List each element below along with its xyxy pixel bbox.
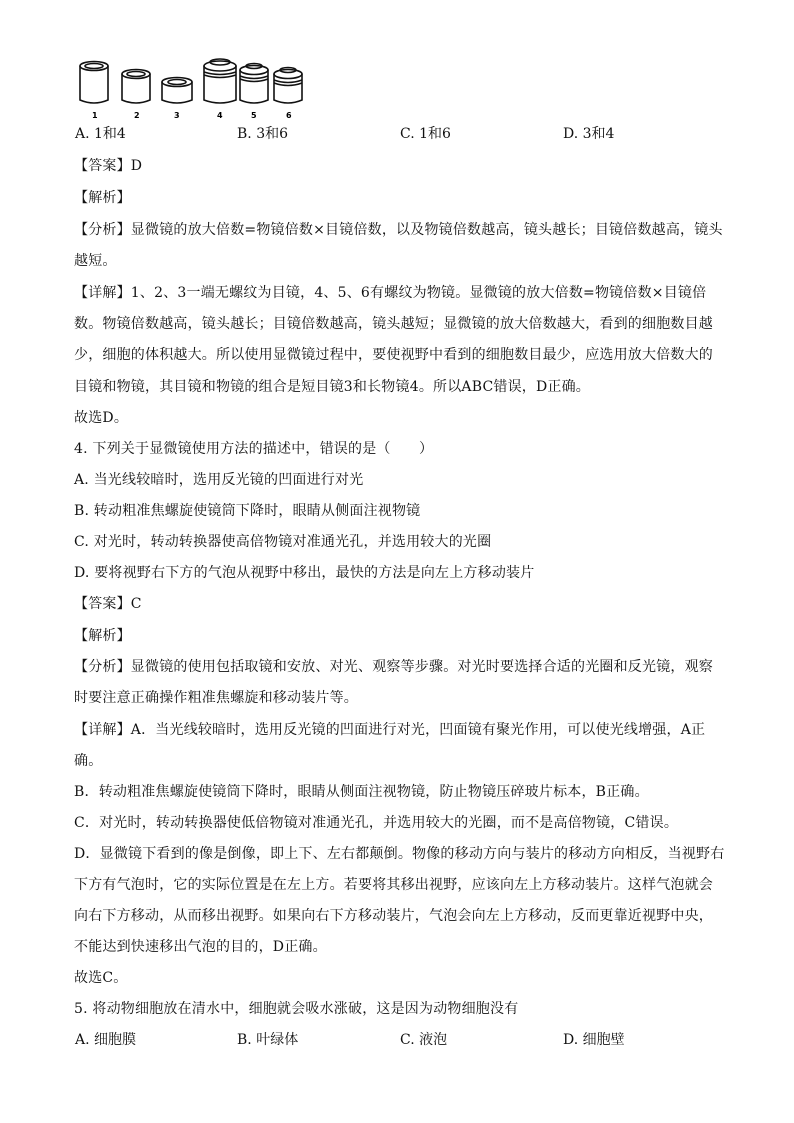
q3-option-b: B. 3和6: [237, 126, 289, 142]
q3-detail-line-1: 【详解】1、2、3一端无螺纹为目镜，4、5、6有螺纹为物镜。显微镜的放大倍数=物镜倍数×目镜倍: [74, 285, 707, 301]
lens-label-6: 6: [286, 111, 292, 120]
q3-detail-line-2: 数。物镜倍数越高，镜头越长；目镜倍数越高，镜头越短；显微镜的放大倍数越大，看到的细胞数目越: [74, 316, 713, 332]
q4-stem: 4. 下列关于显微镜使用方法的描述中，错误的是（ ）: [74, 441, 434, 457]
lens-label-5: 5: [251, 111, 257, 120]
q5-stem: 5. 将动物细胞放在清水中，细胞就会吸水涨破，这是因为动物细胞没有: [74, 1001, 519, 1017]
q4-detail-line-6: 下方有气泡时，它的实际位置是在左上方。若要将其移出视野，应该向左上方移动装片。这样气泡就会: [74, 877, 713, 893]
q5-option-a: A. 细胞膜: [75, 1032, 137, 1048]
q3-option-a: A. 1和4: [75, 126, 126, 142]
lens-diagram: [74, 56, 314, 122]
lens-figure: [74, 56, 314, 122]
q3-detail-line-3: 少，细胞的体积越大。所以使用显微镜过程中，要使视野中看到的细胞数目最少，应选用放大倍数大的: [74, 347, 713, 363]
q3-answer: 【答案】D: [74, 158, 143, 174]
q3-jiexi-heading: 【解析】: [74, 190, 131, 206]
lens-label-2: 2: [134, 111, 140, 120]
q3-analysis-line-1: 【分析】显微镜的放大倍数=物镜倍数×目镜倍数，以及物镜倍数越高，镜头越长；目镜倍数越高，镜头: [74, 222, 723, 238]
q4-detail-line-4: C．对光时，转动转换器使低倍物镜对准通光孔，并选用较大的光圈，而不是高倍物镜，C错误。: [74, 815, 679, 831]
q4-answer: 【答案】C: [74, 596, 142, 612]
q4-option-b: B. 转动粗准焦螺旋使镜筒下降时，眼睛从侧面注视物镜: [74, 503, 421, 519]
q4-option-d: D. 要将视野右下方的气泡从视野中移出，最快的方法是向左上方移动装片: [74, 565, 535, 581]
q4-detail-line-5: D．显微镜下看到的像是倒像，即上下、左右都颠倒。物像的移动方向与装片的移动方向相反，当视野右: [74, 846, 725, 862]
lens-4-drawing: [204, 59, 236, 103]
q3-option-d: D. 3和4: [563, 126, 615, 142]
lens-5-drawing: [240, 64, 268, 104]
q4-analysis-line-2: 时要注意正确操作粗准焦螺旋和移动装片等。: [74, 690, 358, 706]
q5-option-c: C. 液泡: [400, 1032, 448, 1048]
q3-analysis-line-2: 越短。: [74, 253, 117, 269]
q3-option-c: C. 1和6: [400, 126, 451, 142]
lens-6-drawing: [274, 68, 302, 104]
q4-conclusion: 故选C。: [74, 970, 128, 986]
q4-detail-line-2: 确。: [74, 753, 103, 769]
q5-option-d: D. 细胞壁: [563, 1032, 625, 1048]
q4-detail-line-8: 不能达到快速移出气泡的目的，D正确。: [74, 939, 327, 955]
q3-detail-line-4: 目镜和物镜，其目镜和物镜的组合是短目镜3和长物镜4。所以ABC错误，D正确。: [74, 379, 591, 395]
q3-conclusion: 故选D。: [74, 410, 129, 426]
lens-1-drawing: [80, 62, 108, 104]
lens-3-drawing: [162, 78, 192, 104]
lens-label-4: 4: [217, 111, 223, 120]
q4-analysis-line-1: 【分析】显微镜的使用包括取镜和安放、对光、观察等步骤。对光时要选择合适的光圈和反光镜，观察: [74, 659, 713, 675]
q4-detail-line-3: B．转动粗准焦螺旋使镜筒下降时，眼睛从侧面注视物镜，防止物镜压碎玻片标本，B正确。: [74, 784, 649, 800]
lens-label-1: 1: [92, 111, 98, 120]
q4-option-a: A. 当光线较暗时，选用反光镜的凹面进行对光: [74, 472, 364, 488]
q4-detail-line-1: 【详解】A．当光线较暗时，选用反光镜的凹面进行对光，凹面镜有聚光作用，可以使光线增强，A正: [74, 722, 706, 738]
lens-label-3: 3: [174, 111, 180, 120]
q4-jiexi-heading: 【解析】: [74, 628, 131, 644]
q4-option-c: C. 对光时，转动转换器使高倍物镜对准通光孔，并选用较大的光圈: [74, 534, 492, 550]
lens-2-drawing: [122, 70, 150, 104]
q4-detail-line-7: 向右下方移动，从而移出视野。如果向右下方移动装片，气泡会向左上方移动，反而更靠近视野中央，: [74, 908, 713, 924]
q5-option-b: B. 叶绿体: [237, 1032, 299, 1048]
